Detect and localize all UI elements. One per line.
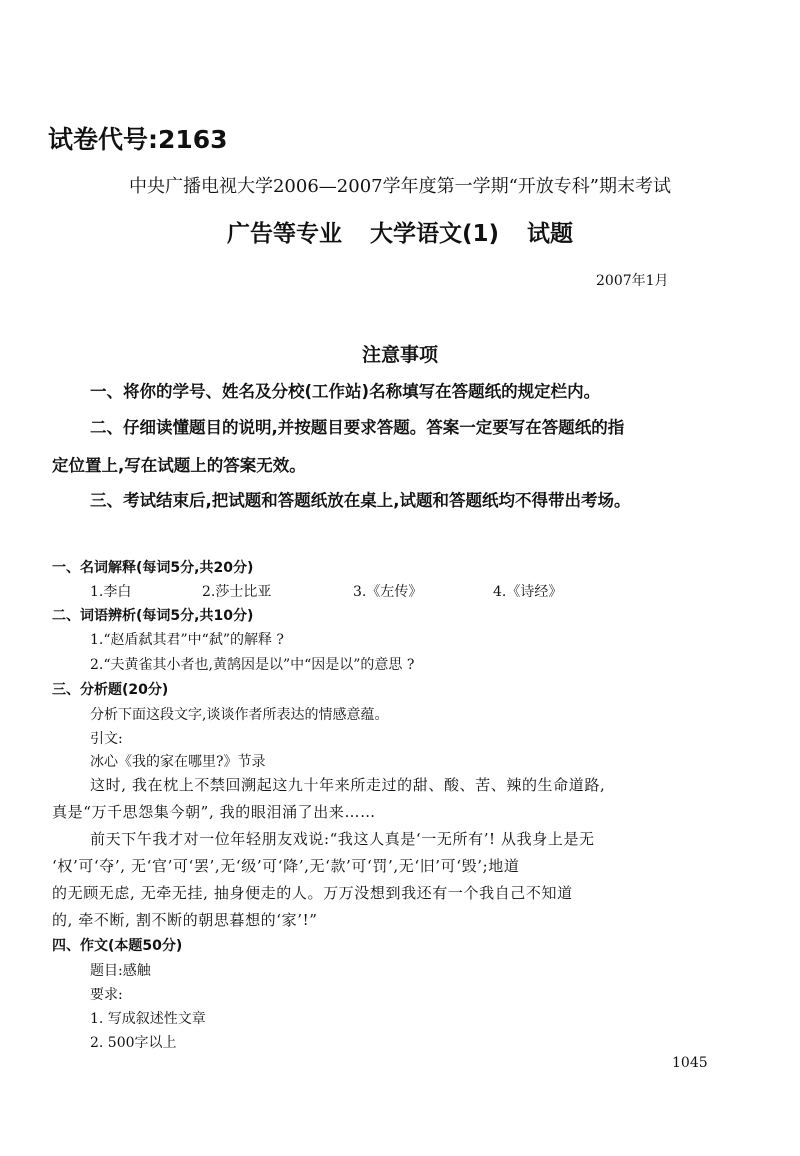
passage-line: 这时, 我在枕上不禁回溯起这九十年来所走过的甜、酸、苦、辣的生命道路, <box>90 776 606 794</box>
exam-date: 2007年1月 <box>596 273 669 289</box>
passage-line: ‘权’可‘夺’, 无‘官’可‘罢’,无‘级’可‘降’,无‘款’可‘罚’,无‘旧’可‘毁’;地道 <box>52 857 520 875</box>
notice-item-2-cont: 定位置上,写在试题上的答案无效。 <box>52 456 306 475</box>
notice-item-1: 一、将你的学号、姓名及分校(工作站)名称填写在答题纸的规定栏内。 <box>90 382 601 401</box>
s1-item: 2.莎士比亚 <box>202 584 272 600</box>
notice-item-2: 二、仔细读懂题目的说明,并按题目要求答题。答案一定要写在答题纸的指 <box>90 418 625 437</box>
section-1-heading: 一、名词解释(每词5分,共20分) <box>52 560 254 576</box>
passage-line: 前天下午我才对一位年轻朋友戏说:“我这人真是‘一无所有’! 从我身上是无 <box>90 830 595 848</box>
exam-subtitle: 中央广播电视大学2006—2007学年度第一学期“开放专科”期末考试 <box>128 176 672 197</box>
section-3-heading: 三、分析题(20分) <box>52 682 169 698</box>
s3-instruction: 分析下面这段文字,谈谈作者所表达的情感意蕴。 <box>90 707 389 723</box>
s2-item: 2.“夫黄雀其小者也,黄鹄因是以”中“因是以”的意思 ? <box>90 657 415 673</box>
title-course: 大学语文(1) <box>369 221 500 247</box>
title-label: 试题 <box>527 221 574 247</box>
s3-quote-label: 引文: <box>90 731 123 747</box>
s4-requirement: 2. 500字以上 <box>90 1035 177 1051</box>
notice-item-3: 三、考试结束后,把试题和答题纸放在桌上,试题和答题纸均不得带出考场。 <box>90 491 631 510</box>
s1-item: 1.李白 <box>90 584 132 600</box>
section-2-heading: 二、词语辨析(每词5分,共10分) <box>52 608 254 624</box>
s1-item: 3.《左传》 <box>353 584 423 600</box>
passage-line: 真是“万千思怨集今朝”, 我的眼泪涌了出来…… <box>52 803 376 821</box>
s4-topic: 题目:感触 <box>90 963 151 979</box>
s4-requirement: 1. 写成叙述性文章 <box>90 1011 206 1027</box>
s1-item: 4.《诗经》 <box>493 584 563 600</box>
passage-line: 的, 牵不断, 割不断的朝思暮想的‘家’!” <box>52 911 318 929</box>
paper-code: 试卷代号:2163 <box>48 125 228 154</box>
notice-heading: 注意事项 <box>361 344 438 366</box>
page-number: 1045 <box>672 1055 708 1071</box>
passage-line: 的无顾无虑, 无牵无挂, 抽身便走的人。万万没想到我还有一个我自己不知道 <box>52 884 573 902</box>
s2-item: 1.“赵盾弑其君”中“弑”的解释 ? <box>90 632 284 648</box>
exam-title <box>0 215 800 248</box>
section-4-heading: 四、作文(本题50分) <box>52 938 183 954</box>
s3-source: 冰心《我的家在哪里?》节录 <box>90 754 266 770</box>
s4-req-label: 要求: <box>90 987 123 1003</box>
title-major: 广告等专业 <box>226 221 342 247</box>
